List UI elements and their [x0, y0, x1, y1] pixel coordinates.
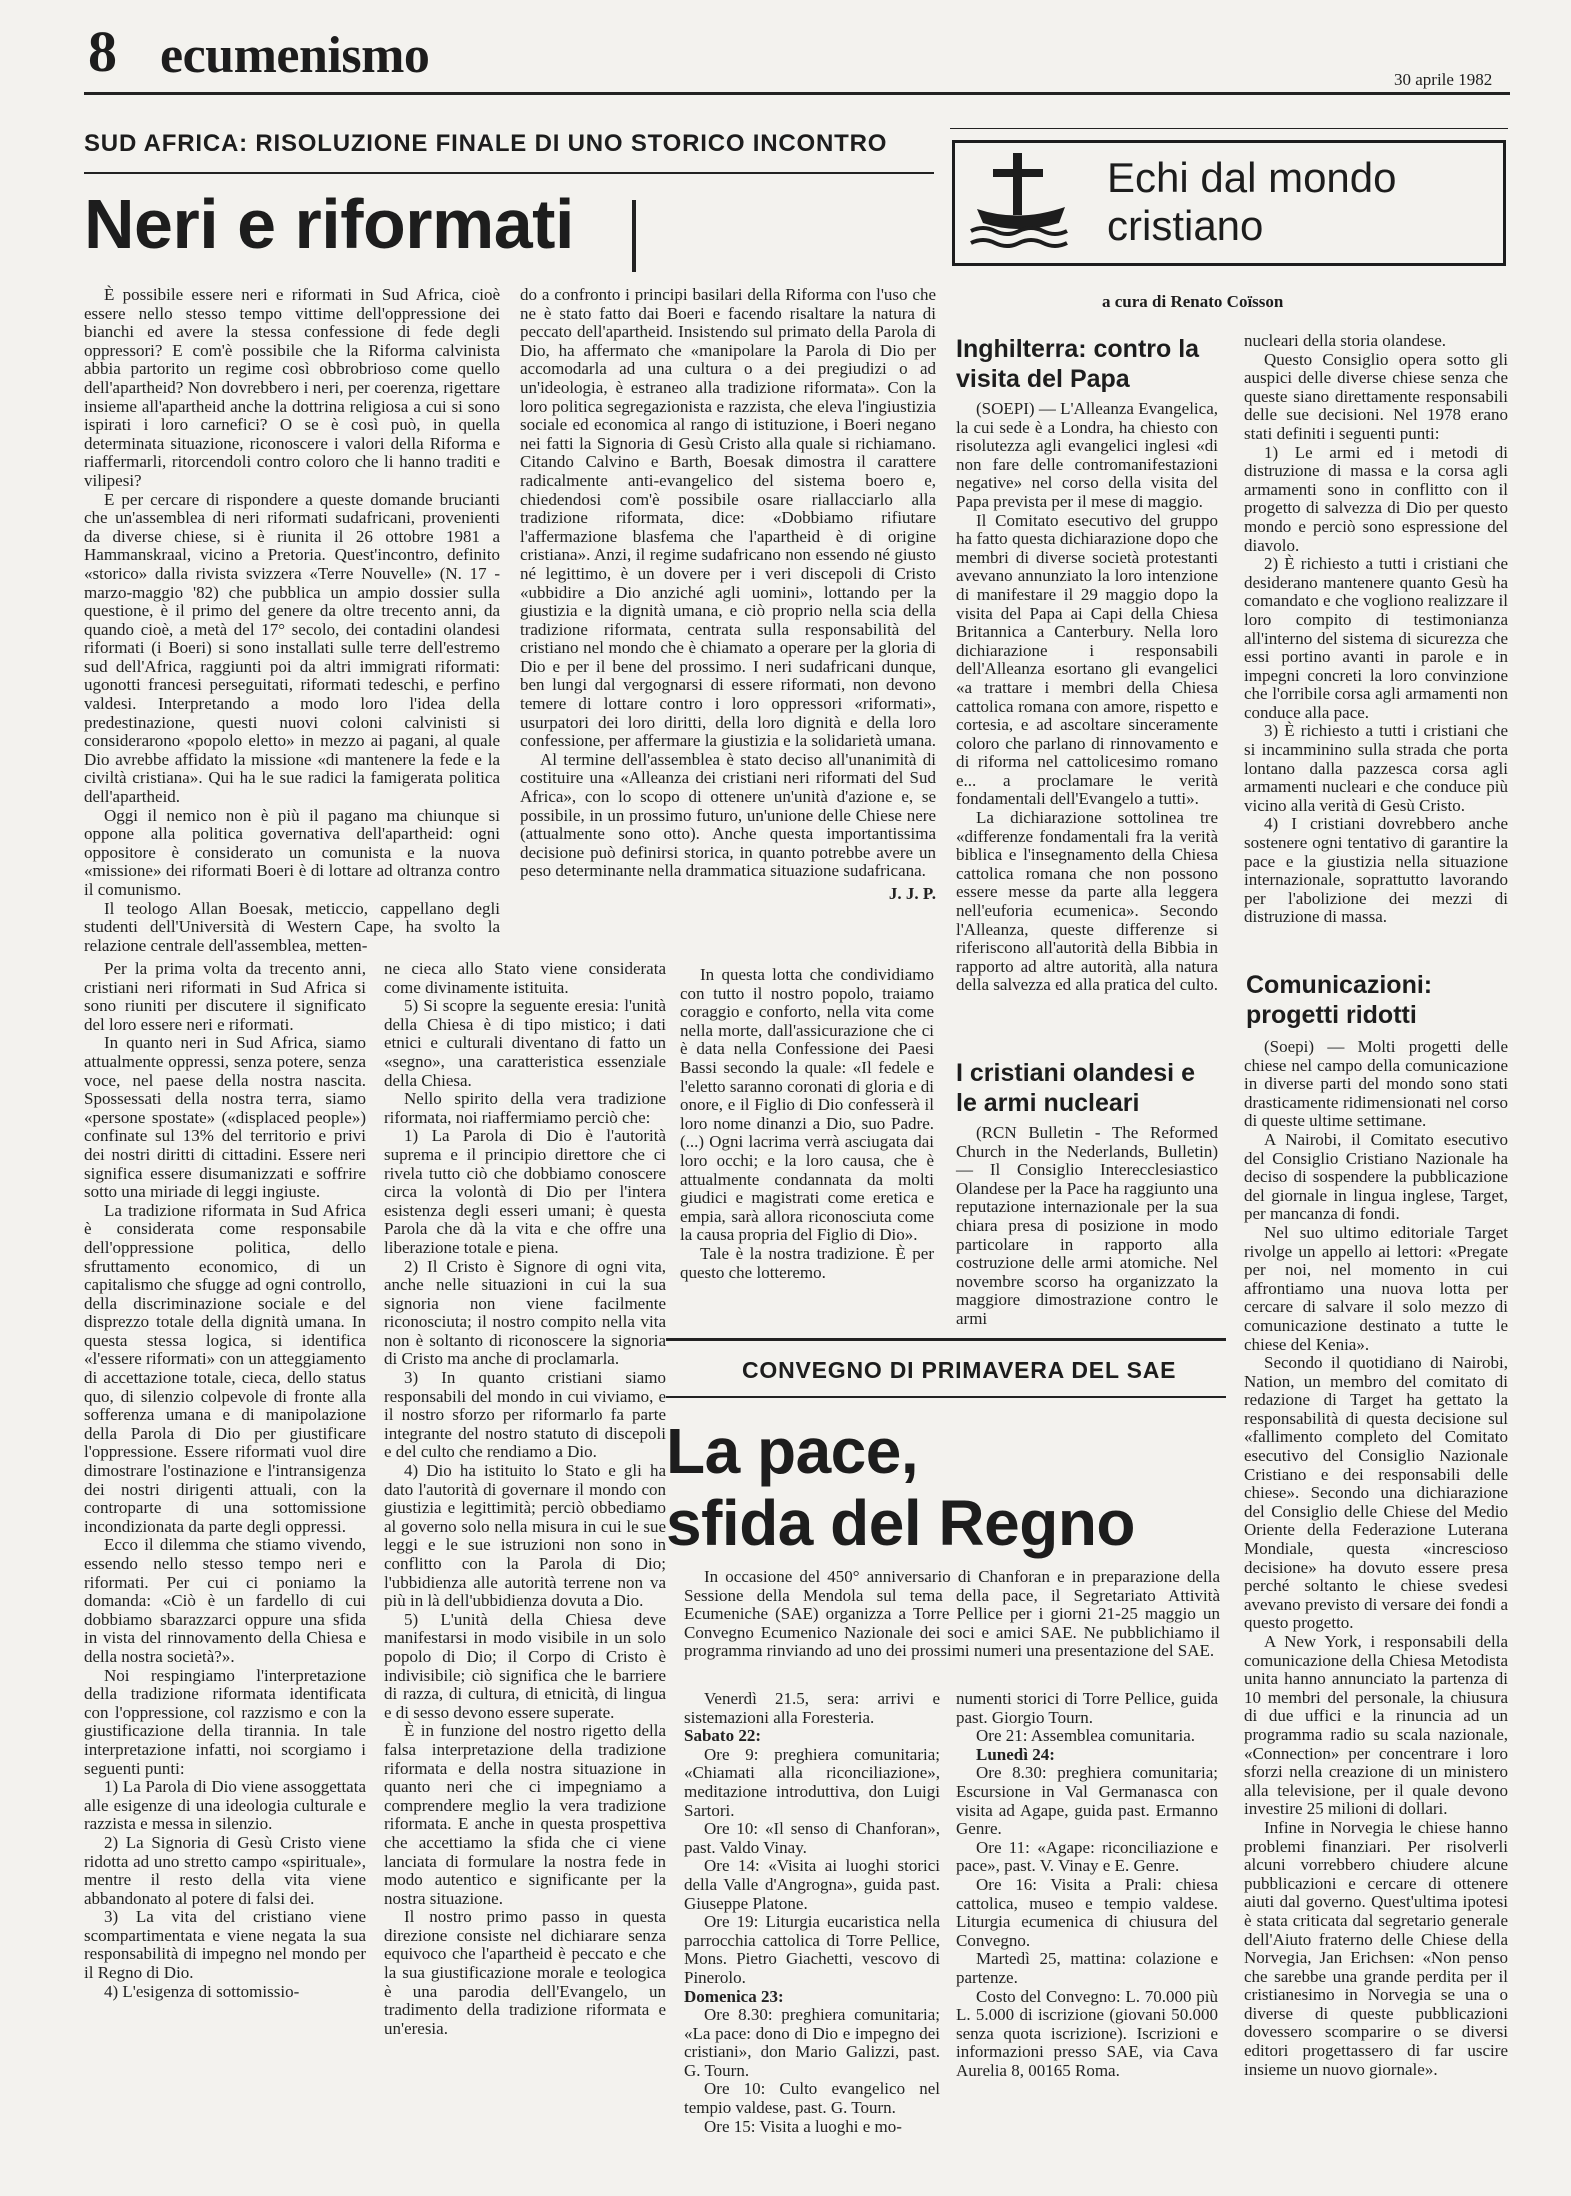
news-paragraph: A New York, i responsabili della comunicazione della Chiesa Metodista unita hanno annunciato la partenza di 10 membri del personale, la chiusura di due uffici e la rinuncia ad un programma radio su scala nazionale, «Connection» per concentrare i loro sforzi nella creazione di un ministero alla televisione, per il quale devono investire 25 milioni di dollari.	[1244, 1632, 1508, 1819]
cross-and-boat-icon	[965, 149, 1075, 253]
body-paragraph: Ecco il dilemma che stiamo vivendo, essendo nello stesso tempo neri e riformati. Per cui ci poniamo la domanda: «Ciò è un fardello di cui dobbiamo sbarazzarci oppure una sfida in vista del rinnovamento della Chiesa e della nostra società?».	[84, 1535, 366, 1666]
body-column-3	[680, 966, 934, 1282]
program-item: Martedì 25, mattina: colazione e partenze.	[956, 1949, 1218, 1987]
article2-top-rule	[666, 1338, 1226, 1341]
news-paragraph: 1) Le armi ed i metodi di distruzione di massa e la corsa agli armamenti sono in conflitto con il progetto di salvezza di Dio per questo mondo e perciò sono espressione del diavolo.	[1244, 442, 1508, 555]
program-item: Ore 16: Visita a Prali: chiesa cattolica, museo e tempio valdese. Liturgia ecumenica di chiusura del Convegno.	[956, 1874, 1218, 1950]
body-paragraph: 2) Il Cristo è Signore di ogni vita, anche nelle situazioni in cui la sua signoria non viene facilmente riconosciuta; il nostro compito nella vita non è soltanto di riconoscere la signoria di Cristo ma anche di proclamarla.	[384, 1256, 666, 1369]
program-item: Costo del Convegno: L. 70.000 più L. 5.000 di iscrizione (giovani 50.000 senza quota iscrizione). Iscrizioni e informazioni presso SAE, via Cava Aurelia 8, 00165 Roma.	[956, 1986, 1218, 2080]
article2-intro-paragraph: In occasione del 450° anniversario di Chanforan e in preparazione della Sessione della Mendola sul tema della pace, il Segretariato Attività Ecumeniche (SAE) organizza a Torre Pellice per i giorni 21-25 maggio un Convegno Ecumenico Nazionale dei soci e amici SAE. Ne pubblichiamo il programma rinviando ad uno dei prossimi numeri una presentazione del SAE.	[684, 1567, 1220, 1661]
news-paragraph: (SOEPI) — L'Alleanza Evangelica, la cui sede è a Londra, ha chiesto con risolutezza agli evangelici inglesi «di non fare delle contromanifestazioni negative» nel corso della visita del Papa prevista per il mese di maggio.	[956, 399, 1218, 511]
intro-signature: J. J. P.	[888, 884, 936, 903]
news-paragraph: 3) È richiesto a tutti i cristiani che si incamminino sulla strada che porta lontano dalla pazzesca corsa agli armamenti nucleari e che conduce più vicino alla verità di Gesù Cristo.	[1244, 721, 1508, 815]
program-item: Ore 19: Liturgia eucaristica nella parrocchia cattolica di Torre Pellice, Mons. Pietro Giachetti, vescovo di Pinerolo.	[684, 1912, 940, 1987]
program-item: Ore 9: preghiera comunitaria; «Chiamati alla riconciliazione», meditazione introduttiva, don Luigi Sartori.	[684, 1744, 940, 1820]
article-headline: Neri e riformati	[84, 185, 574, 263]
body-paragraph: 1) La Parola di Dio è l'autorità suprema e il principio direttore che ci rivela tutto ciò che dobbiamo conoscere circa la volontà di Dio per l'intera esistenza degli esseri umani; è questa Parola che dà la vita e che offre una liberazione totale e piena.	[384, 1126, 666, 1257]
program-item: Ore 8.30: preghiera comunitaria; «La pace: dono di Dio e impegno dei cristiani», don Mario Galizzi, past. G. Tourn.	[684, 2005, 940, 2080]
body-column-1	[84, 960, 366, 2001]
news-paragraph: Nel suo ultimo editoriale Target rivolge un appello ai lettori: «Pregate per noi, nel momento in cui affrontiamo una nuova lotta per cercare di salvare il solo mezzo di comunicazione destinato a tutte le chiese del Kenia».	[1244, 1222, 1508, 1354]
body-paragraph: Nello spirito della vera tradizione riformata, noi riaffermiamo perciò che:	[384, 1089, 666, 1127]
intro-paragraph: È possibile essere neri e riformati in Sud Africa, cioè essere nello stesso tempo vittime dell'oppressione dei bianchi ed avere la stessa confessione di fede degli oppressori? E com'è possibile che la Riforma calvinista abbia partorito un regime così obbrobrioso come quello dell'apartheid? Non dovrebbero i neri, per coerenza, rigettare insieme all'apartheid anche la dottrina religiosa a cui si sono ispirati i loro carnefici? O se è così può, in quella determinata situazione, riconoscere i valori della Riforma e riaffermarli, ritorcendoli contro coloro che li hanno traditi e vilipesi?	[84, 285, 500, 490]
intro-paragraph: Al termine dell'assemblea è stato deciso all'unanimità di costituire una «Alleanza dei cristiani neri riformati del Sud Africa», con lo scopo di ottenere un'unità d'azione e, se possibile, in un prossimo futuro, un'unione delle Chiese nere (attualmente sono otto). Anche questa importantissima decisione può definirsi storica, in quanto potrebbe avere un peso determinante nella drammatica situazione sudafricana.	[520, 749, 936, 881]
news-paragraph: A Nairobi, il Comitato esecutivo del Consiglio Cristiano Nazionale ha deciso di sospendere la pubblicazione del giornale in lingua inglese, Target, per mancanza di fondi.	[1244, 1129, 1508, 1224]
rubrica-title-line1: Echi dal mondo	[1107, 154, 1397, 201]
rubrica-box	[952, 140, 1506, 266]
body-paragraph: In questa lotta che condividiamo con tutto il nostro popolo, traiamo coraggio e conforto, nella vita come nella morte, dall'assicurazione che ci è data nella Confessione dei Paesi Bassi secondo la quale: «Il fedele e l'eletto saranno coronati di gloria e di onore, e il Figlio di Dio confesserà il loro nome dinanzi a Dio, suo Padre. (...) Ogni lacrima verrà asciugata dai loro occhi; e la loro causa, che è attualmente condannata da molti giudici e magistrati come eretica e empia, sarà allora riconosciuta come la causa propria del Figlio di Dio».	[680, 965, 934, 1245]
body-paragraph: 2) La Signoria di Gesù Cristo viene ridotta ad uno stretto campo «spirituale», mentre il resto della vita viene abbandonato al potere di falsi dei.	[84, 1832, 366, 1908]
program-item: Ore 14: «Visita ai luoghi storici della Valle d'Angrogna», guida past. Giuseppe Platone.	[684, 1856, 940, 1913]
body-paragraph: ne cieca allo Stato viene considerata come divinamente istituita.	[384, 959, 666, 997]
body-column-2	[384, 960, 666, 2038]
program-item: Ore 15: Visita a luoghi e mo-	[704, 2116, 902, 2136]
article2-intro	[684, 1568, 1220, 1661]
news-paragraph: Questo Consiglio opera sotto gli auspici delle diverse chiese senza che queste siano direttamente responsabili delle sue decisioni. Nel 1978 erano stati definiti i seguenti punti:	[1244, 349, 1508, 443]
program-column-1	[684, 1690, 940, 2136]
body-paragraph: Noi respingiamo l'interpretazione della tradizione riformata identificata con l'oppressione, col razzismo e con la giustificazione della tirannia. In tale interpretazione infatti, noi scorgiamo i seguenti punti:	[84, 1665, 366, 1778]
body-paragraph: 3) In quanto cristiani siamo responsabili del mondo in cui viviamo, e il nostro sforzo per riformarlo fa parte integrante del nostro statuto di discepoli e del culto che rendiamo a Dio.	[384, 1368, 666, 1462]
program-column-2	[956, 1690, 1218, 2080]
news3-headline: Comunicazioni: progetti ridotti	[1246, 971, 1433, 1029]
body-paragraph: 1) La Parola di Dio viene assoggettata alle esigenze di una ideologia culturale e razzista e messa in silenzio.	[84, 1777, 366, 1834]
intro-column-2	[520, 286, 936, 904]
program-item: Ore 10: «Il senso di Chanforan», past. Valdo Vinay.	[684, 1819, 940, 1857]
news-paragraph: nucleari della storia olandese.	[1244, 331, 1447, 350]
article2-headline-line1: La pace,	[666, 1415, 919, 1487]
rubrica-title-line2: cristiano	[1107, 202, 1264, 249]
body-paragraph: 5) L'unità della Chiesa deve manifestarsi in modo visibile in un solo popolo di Dio; il Corpo di Cristo è indivisibile; ciò significa che le barriere di razza, di cultura, di etnicità, di lingua e di sesso devono essere superate.	[384, 1609, 666, 1722]
news-paragraph: Secondo il quotidiano di Nairobi, Nation, un membro del comitato di redazione di Target ha gettato la responsabilità di questa decisione sul «fallimento completo del Comitato esecutivo del Consiglio Nazionale Cristiano e dei responsabili delle chiese». Secondo una dichiarazione del Consiglio delle Chiese del Medio Oriente della Federazione Luterana Mondiale, questa «increscioso decisione» ha dovuto essere presa perché soltanto le chiese svedesi avevano previsto di versare dei fondi a questo progetto.	[1244, 1353, 1508, 1633]
body-paragraph: 3) La vita del cristiano viene scompartimentata e viene negata la sua responsabilità di impegno nel mondo per il Regno di Dio.	[84, 1907, 366, 1983]
news-paragraph: (RCN Bulletin - The Reformed Church in the Nederlands, Bulletin) — Il Consiglio Interecclesiastico Olandese per la Pace ha raggiunto una reputazione internazionale per la sua chiara presa di posizione in modo particolare in rapporto alla costruzione delle armi atomiche. Nel novembre scorso ha organizzato la maggiore dimostrazione contro le armi	[956, 1123, 1218, 1328]
rubrica-top-rule	[950, 128, 1508, 129]
headline-divider	[632, 200, 636, 272]
intro-paragraph: Il teologo Allan Boesak, meticcio, cappellano degli studenti dell'Università di Western Cape, ha svolto la relazione centrale dell'assemblea, metten-	[84, 898, 500, 955]
section-title: ecumenismo	[160, 27, 430, 84]
issue-date: 30 aprile 1982	[1394, 70, 1493, 89]
program-day: Sabato 22:	[684, 1726, 761, 1746]
kicker-rule	[84, 172, 934, 174]
intro-paragraph: E per cercare di rispondere a queste domande brucianti che un'assemblea di neri riformati sudafricani, provenienti da diverse chiese, si è riunita il 26 ottobre 1981 a Hammanskraal, vicino a Pretoria. Quest'incontro, definito «storico» dalla rivista svizzera «Terre Nouvelle» (N. 17 - marzo-maggio '82) che pubblica un ampio dossier sulla questione, è il primo del genere da oltre trecento anni, da quando cioè, a metà del 17° secolo, dei contadini olandesi riformati (i Boeri) si sono installati sulle terre dell'estremo sud dell'Africa, raggiunti poi da altri immigrati riformati: ugonotti francesi perseguitati, riformati tedeschi, e perfino valdesi. Interpretando a modo loro l'idea della predestinazione, questi nuovi coloni calvinisti si considerarono «popolo eletto» in mezzo ai pagani, al quale Dio avrebbe affidato la missione «di mantenere la fede e la civiltà cristiana». Qui ha le sue radici la famigerata politica dell'apartheid.	[84, 489, 500, 807]
article2-kicker-rule	[666, 1396, 1226, 1398]
intro-paragraph: Oggi il nemico non è più il pagano ma chiunque si oppone alla politica governativa dell'apartheid: ogni oppositore è considerato un comunista e la nuova «missione» dei riformati Boeri è di lottare ad oltranza contro il comunismo.	[84, 805, 500, 899]
program-item: numenti storici di Torre Pellice, guida past. Giorgio Tourn.	[956, 1689, 1218, 1727]
body-paragraph: 4) Dio ha istituito lo Stato e gli ha dato l'autorità di governare il mondo con giustizia e legittimità; perciò obbediamo al governo solo nella misura in cui le sue leggi e le sue istruzioni non sono in conflitto con la Parola di Dio; l'ubbidienza alle autorità terrene non va più in là dell'ubbidienza dovuta a Dio.	[384, 1461, 666, 1611]
program-day: Domenica 23:	[684, 1986, 784, 2006]
body-paragraph: 4) L'esigenza di sottomissio-	[104, 1981, 300, 2001]
header-rule	[84, 92, 1510, 95]
program-item: Ore 21: Assemblea comunitaria.	[976, 1726, 1196, 1746]
news1-text	[956, 400, 1218, 995]
program-item: Venerdì 21.5, sera: arrivi e sistemazioni alla Foresteria.	[684, 1689, 940, 1727]
page-number: 8	[88, 19, 117, 84]
news-paragraph: La dichiarazione sottolinea tre «differenze fondamentali fra la verità biblica e l'insegnamento della Chiesa cattolica romana che non possono essere messe da parte alla leggera nell'euforia ecumenica». Secondo l'Alleanza, queste differenze si riferiscono all'autorità della Bibbia in rapporto ad altre autorità, alla natura della salvezza ed alla pratica del culto.	[956, 808, 1218, 995]
news3-text	[1244, 1038, 1508, 2079]
intro-column-1	[84, 286, 500, 955]
body-paragraph: Il nostro primo passo in questa direzione consiste nel dichiarare senza equivoco che l'apartheid è peccato e che la sua giustificazione morale e teologica è una parodia dell'Evangelo, un tradimento della tradizione riformata e un'eresia.	[384, 1907, 666, 2038]
program-day: Lunedì 24:	[976, 1744, 1055, 1764]
article-kicker: SUD AFRICA: RISOLUZIONE FINALE DI UNO STORICO INCONTRO	[84, 130, 888, 157]
news2-text	[956, 1124, 1218, 1329]
news-paragraph: 4) I cristiani dovrebbero anche sostenere ogni tentativo di garantire la pace e la giustizia nella situazione internazionale, soprattutto lavorando per l'abolizione dei mezzi di distruzione di massa.	[1244, 814, 1508, 927]
news-paragraph: 2) È richiesto a tutti i cristiani che desiderano mantenere quanto Gesù ha comandato e che vogliono realizzare il loro compito di testimonianza all'interno del sistema di sicurezza che essi portino avanti in parole e in impegni concreti la loro convinzione che l'orribile corsa agli armamenti non conduce alla pace.	[1244, 554, 1508, 722]
article2-kicker: CONVEGNO DI PRIMAVERA DEL SAE	[742, 1357, 1177, 1383]
program-item: Ore 8.30: preghiera comunitaria; Escursione in Val Germanasca con visita ad Agape, guida past. Ermanno Genre.	[956, 1763, 1218, 1839]
body-paragraph: In quanto neri in Sud Africa, siamo attualmente oppressi, senza potere, senza voce, nel paese della nostra nascita. Spossessati della nostra terra, siamo «persone spostate» («displaced people») confinate sul 13% del territorio e privi dei nostri diritti di cittadini. Essere neri significa essere disumanizzati e soffrire sotto una miriade di leggi ingiuste.	[84, 1033, 366, 1202]
body-paragraph: Per la prima volta da trecento anni, cristiani neri riformati in Sud Africa si sono riuniti per discutere il significato del loro essere neri e riformati.	[84, 959, 366, 1034]
news-paragraph: Il Comitato esecutivo del gruppo ha fatto questa dichiarazione dopo che membri di diverse società protestanti avevano annunziato la loro intenzione di manifestare il 29 maggio dopo la visita del Papa ai Capi della Chiesa Britannica a Canterbury. Nella loro dichiarazione i responsabili dell'Alleanza esortano gli evangelici «a trattare i membri della Chiesa cattolica romana con amore, rispetto e cortesia, e ad ascoltare sinceramente coloro che parlano di rinnovamento e di riforma nel cattolicesimo romano e... a proclamare le verità fondamentali dell'Evangelo a tutti».	[956, 510, 1218, 809]
body-paragraph: 5) Si scopre la seguente eresia: l'unità della Chiesa è di tipo mistico; i dati etnici e culturali diventano di fatto un «segno», una caratteristica essenziale della Chiesa.	[384, 996, 666, 1090]
news1-headline: Inghilterra: contro la visita del Papa	[956, 335, 1200, 393]
program-item: Ore 11: «Agape: riconciliazione e pace», past. V. Vinay e E. Genre.	[956, 1837, 1218, 1876]
body-paragraph: È in funzione del nostro rigetto della falsa interpretazione della tradizione riformata e della nostra situazione in quanto neri che ci impegniamo a comprendere meglio la vera tradizione riformata. E anche in questa prospettiva che accettiamo la sfida che ci viene lanciata di formulare la nostra fede in modo autentico e significante per la nostra situazione.	[384, 1721, 666, 1908]
news-paragraph: (Soepi) — Molti progetti delle chiese nel campo della comunicazione in diverse parti del mondo sono stati drasticamente ridimensionati nel corso di queste ultime settimane.	[1244, 1037, 1508, 1131]
rubrica-curator: a cura di Renato Coïsson	[1102, 292, 1284, 311]
body-paragraph: La tradizione riformata in Sud Africa è considerata come responsabile dell'oppressione politica, dello sfruttamento economico, di un capitalismo che sfugge ad ogni controllo, della discriminazione sociale e del disprezzo totale della dignità umana. In questa stessa logica, si identifica «l'essere riformati» con un atteggiamento di accettazione totale, cieca, dello status quo, di silenzio colpevole di fronte alla sofferenza umana e di manipolazione della Parola di Dio per giustificare l'oppressione. Essere riformati vuol dire dimostrare l'ostinazione e l'intransigenza dei nostri dirigenti attuali, con la contropartе di una sottomissione incondizionata da parte degli oppressi.	[84, 1200, 366, 1536]
news2-headline: I cristiani olandesi e le armi nucleari	[956, 1059, 1195, 1117]
intro-paragraph: do a confronto i principi basilari della Riforma con l'uso che ne è stato fatto dai Boeri e facendo risaltare la natura di peccato dell'apartheid. Insistendo sul primato della Parola di Dio, ha affermato che «manipolare la Parola di Dio per accomodarla ad una cultura o a dei pregiudizi o ad un'ideologia, è estraneo alla tradizione riformata». Con la loro politica segregazionista e razzista, che eleva l'ingiustizia sociale ed economica al rango di istituzione, i Boeri negano nei fatti la Signoria di Gesù Cristo alla quale si richiamano. Citando Calvino e Barth, Boesak dimostra il carattere radicalmente anti-evangelico del sistema boero e, chiedendosi com'è possibile osare riallacciarlo alla tradizione riformata, dice: «Dobbiamo rifiutare l'affermazione blasfema che l'apartheid è di origine cristiana». Anzi, il regime sudafricano non essendo né giusto né legittimo, è un dovere per i veri discepoli di Cristo «ubbidire a Dio anziché agli uomini», lottando per la giustizia e la dignità umana, e ciò proprio nella scia della tradizione riformata, centrata sulla responsabilità del cristiano nel mondo che è chiamato a operare per la gloria di Dio e per il bene del prossimo. I neri sudafricani dunque, ben lungi dal vergognarsi di essere riformati, non devono temere di lottare contro i loro oppressori «riformati», usurpatori dei loro diritti, della loro dignità e della loro confessione, per affermare la giustizia e la solidarietà umana.	[520, 285, 937, 751]
program-item: Ore 10: Culto evangelico nel tempio valdese, past. G. Tourn.	[684, 2079, 940, 2118]
news2-continued	[1244, 332, 1508, 927]
body-paragraph: Tale è la nostra tradizione. È per questo che lotteremo.	[680, 1243, 934, 1282]
news-paragraph: Infine in Norvegia le chiese hanno problemi finanziari. Per risolverli alcuni vorrebbero chiudere alcune pubblicazioni e cercare di ottenere aiuti dal governo. Quest'ultima ipotesi è stata criticata dal segretario generale dell'Aiuto fraterno delle Chiese della Norvegia, Jan Erichsen: «Non penso che sarebbe una grande perdita per il cristianesimo in Norvegia se una o diverse di queste pubblicazioni dovessero scomparire o se diversi editori progettassero di far uscire insieme un nuovo giornale».	[1244, 1817, 1508, 2079]
article2-headline-line2: sfida del Regno	[666, 1487, 1135, 1559]
